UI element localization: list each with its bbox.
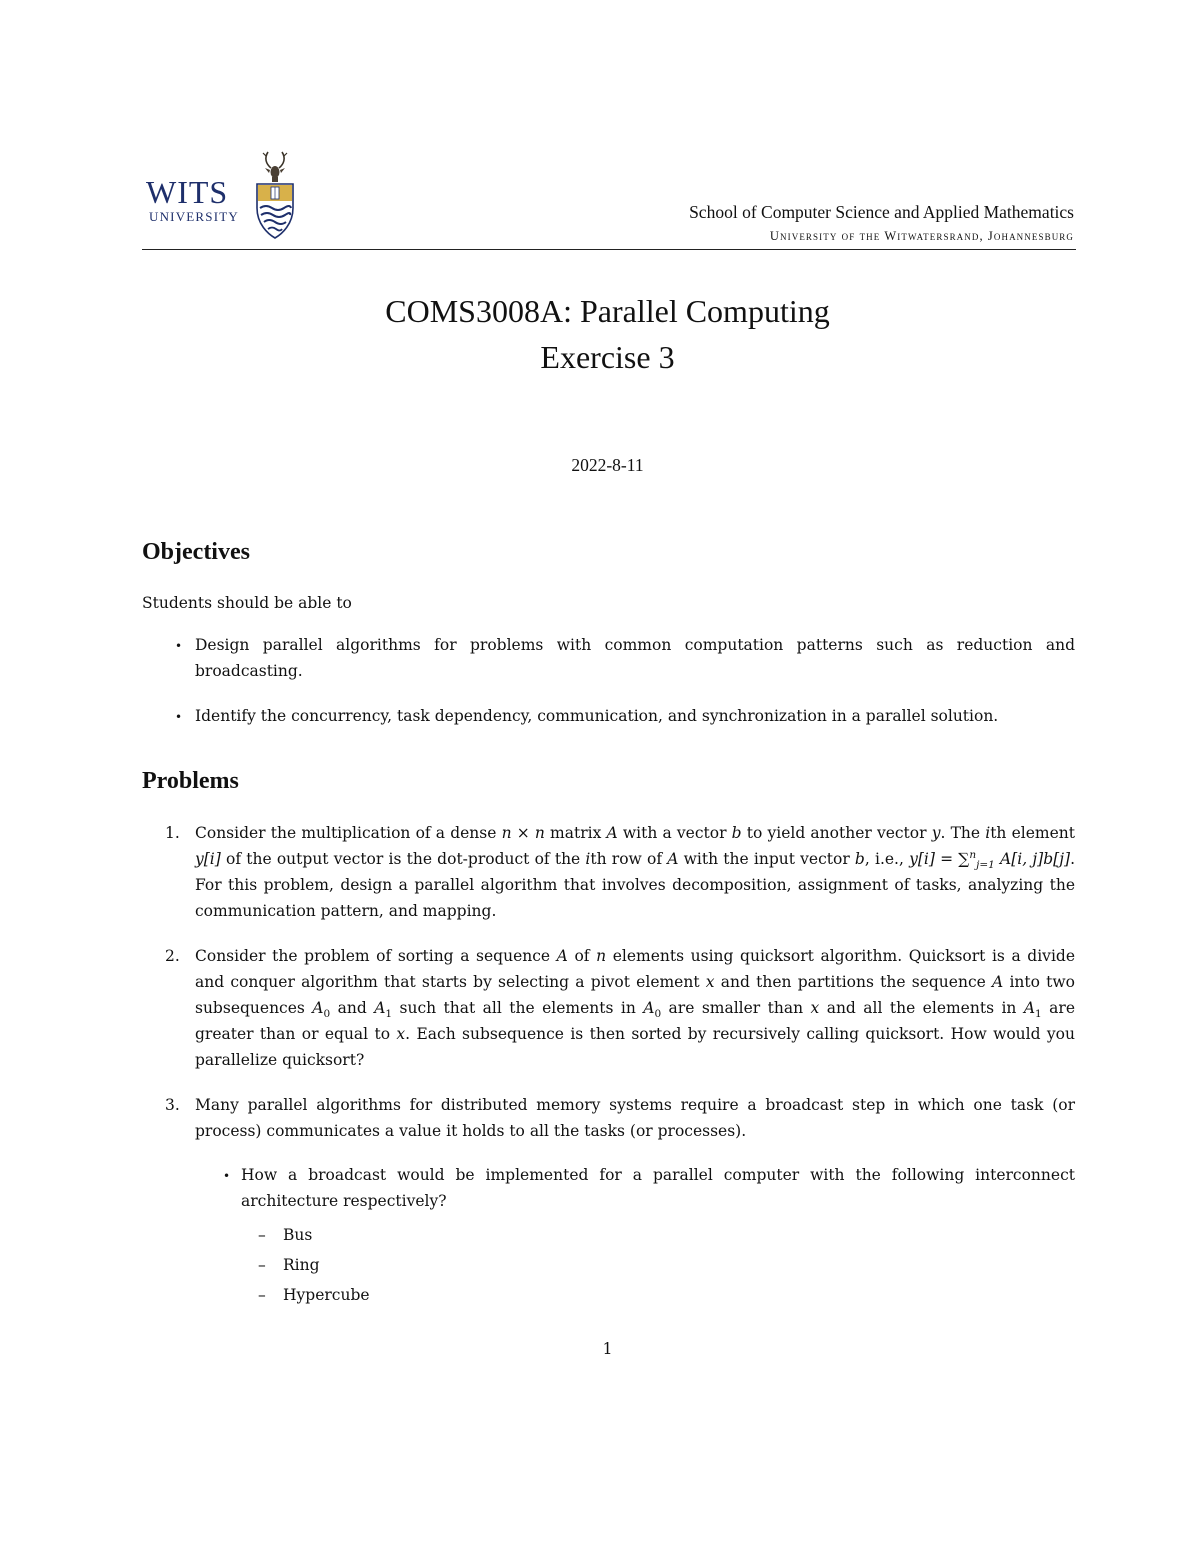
dash-marker: – (258, 1286, 266, 1304)
objective-item: Identify the concurrency, task dependency, communication, and synchronization in a parallel solution. (195, 707, 999, 725)
bullet-marker: • (175, 639, 183, 653)
architecture-item: Bus (283, 1226, 313, 1244)
title-block (0, 290, 1200, 378)
course-title: COMS3008A: Parallel Computing (385, 293, 830, 329)
objectives-heading: Objectives (142, 539, 250, 565)
broadcast-question: How a broadcast would be implemented for a parallel computer with the following interconnect architecture respectively? (241, 1166, 1075, 1210)
problem-2-text: Consider the problem of sorting a sequence A of n elements using quicksort algorithm. Quicksort is a divide and conquer algorithm that starts by selecting a pivot element x and then partitions the sequence A into two subsequences $A_0$ and $A_1$ such that all the elements in $A_0$ are smaller than x and all the elements in $A_1$ are greater than or equal to x. Each subsequence is then sorted by recursively calling quicksort. How would you parallelize quicksort? (195, 947, 1076, 1069)
problem-number: 2. (165, 947, 180, 965)
document-date: 2022-8-11 (571, 455, 644, 475)
problem-number: 3. (165, 1096, 180, 1114)
objectives-intro: Students should be able to (142, 594, 352, 612)
architecture-item: Ring (283, 1256, 320, 1274)
university-name: University of the Witwatersrand, Johannesburg (769, 229, 1074, 243)
header-divider (142, 249, 1076, 250)
dash-marker: – (258, 1256, 266, 1274)
page-number: 1 (602, 1340, 613, 1358)
problem-number: 1. (165, 824, 180, 842)
exercise-title: Exercise 3 (540, 339, 675, 375)
crest-icon (254, 148, 296, 240)
objective-item: Design parallel algorithms for problems with common computation patterns such as reduction and broadcasting. (195, 636, 1075, 680)
wits-logo (146, 148, 296, 240)
bullet-marker: • (175, 710, 183, 724)
problems-heading: Problems (142, 768, 239, 794)
logo-subtext: UNIVERSITY (149, 209, 239, 224)
bullet-marker: • (223, 1169, 231, 1183)
problem-3-text: Many parallel algorithms for distributed memory systems require a broadcast step in which one task (or process) communicates a value it holds to all the tasks (or processes). (195, 1096, 1075, 1140)
problem-1-text: Consider the multiplication of a dense n × n matrix A with a vector b to yield another vector y. The ith element y[i] of the output vector is the dot-product of the ith row of A with the input vector b, i.e., y[i] = ∑$^n_{j=1}$ A[i, j]b[j]. For this problem, design a parallel algorithm that involves decomposition, assignment of tasks, analyzing the communication pattern, and mapping. (195, 824, 1075, 920)
logo-text: WITS (146, 174, 229, 210)
architecture-item: Hypercube (283, 1286, 370, 1304)
school-name: School of Computer Science and Applied Mathematics (689, 202, 1074, 222)
dash-marker: – (258, 1226, 266, 1244)
